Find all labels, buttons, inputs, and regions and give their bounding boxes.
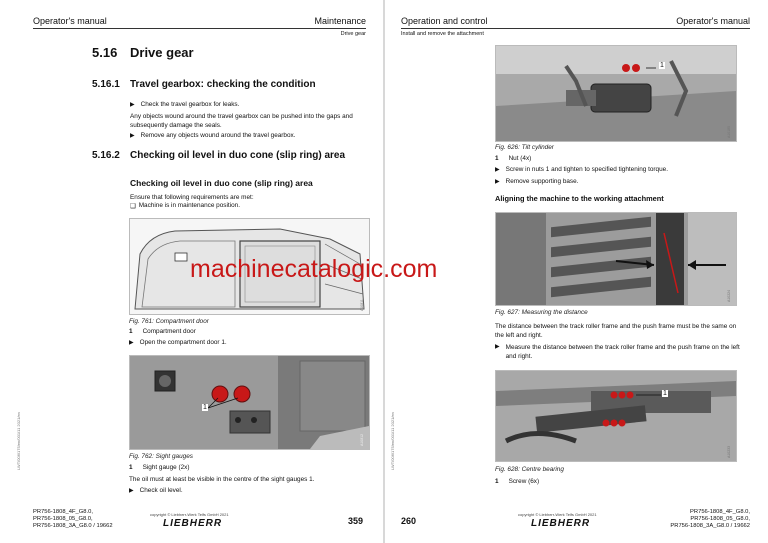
bullet-icon: ▶ (495, 179, 500, 185)
bullet-icon: ▶ (495, 167, 500, 173)
step (495, 178, 578, 185)
figure-caption: Fig. 627: Measuring the distance (495, 309, 588, 316)
bullet-icon: ▶ (495, 344, 500, 350)
figure-code: A10185 (727, 125, 731, 138)
callout-number: 1 (660, 62, 664, 69)
subsection-2-title: Checking oil level in duo cone (slip ring) area (130, 150, 346, 161)
step (495, 166, 668, 173)
legend-number: 1 (129, 328, 133, 335)
requirement-item (130, 202, 240, 210)
legend-item (129, 328, 196, 335)
step (495, 343, 743, 361)
footer-line: PR756-1808_4F_G8.0, (33, 509, 93, 515)
footer-line: PR756-1808_3A_G8.0 / 19662 (33, 523, 113, 529)
step-text: Remove supporting base. (505, 178, 579, 185)
paragraph: Any objects wound around the travel gearbox can be pushed into the gaps and subsequently damage the seals. (130, 113, 353, 129)
figure-measuring-distance (495, 212, 737, 306)
footer-line: PR756-1808_05_G8.0, (33, 516, 93, 522)
requirement-text: Machine is in maintenance position. (138, 202, 240, 209)
subsection-1-title: Travel gearbox: checking the condition (130, 79, 316, 90)
figure-sight-gauges (129, 355, 370, 450)
figure-caption: Fig. 761: Compartment door (129, 318, 209, 325)
centre-bearing-photo (496, 371, 736, 461)
procedure-title: Aligning the machine to the working attachment (495, 194, 664, 203)
legend-text: Compartment door (142, 328, 196, 335)
legend-item (495, 155, 531, 162)
section-title: Drive gear (130, 45, 194, 60)
footer-line: PR756-1808_4F_G8.0, (690, 509, 750, 515)
step-text: Measure the distance between the track roller frame and the push frame on the left and right. (505, 344, 740, 360)
legend-text: Nut (4x) (508, 155, 532, 162)
figure-caption: Fig. 762: Sight gauges (129, 453, 193, 460)
legend-number: 1 (495, 478, 499, 485)
header-rule (33, 28, 366, 29)
footer-doc-codes (33, 509, 113, 530)
step (129, 487, 183, 494)
measuring-distance-photo (496, 213, 736, 305)
procedure-title: Checking oil level in duo cone (slip ring) area (130, 178, 313, 188)
subsection-1-number: 5.16.1 (92, 79, 120, 90)
page-number: 359 (348, 516, 364, 526)
subsection-2-number: 5.16.2 (92, 150, 120, 161)
callout-number: 1 (663, 390, 667, 397)
legend-text: Screw (6x) (508, 478, 540, 485)
step-text: Check oil level. (139, 487, 183, 494)
figure-caption: Fig. 626: Tilt cylinder (495, 144, 554, 151)
header-left: Operation and control (401, 16, 488, 26)
tilt-cylinder-photo (496, 46, 736, 141)
bullet-icon: ▶ (130, 133, 135, 139)
legend-number: 1 (129, 464, 133, 471)
subheader: Drive gear (340, 31, 366, 37)
checkbox-icon: ❑ (130, 203, 136, 210)
watermark: machinecatalogic.com (190, 255, 438, 283)
bullet-icon: ▶ (129, 340, 134, 346)
subheader: Install and remove the attachment (401, 31, 484, 37)
right-page (385, 0, 768, 543)
paragraph: The distance between the track roller frame and the push frame must be the same on the left and right. (495, 323, 737, 339)
figure-caption: Fig. 628: Centre bearing (495, 466, 564, 473)
footer-doc-codes (670, 509, 750, 530)
legend-text: Sight gauge (2x) (142, 464, 190, 471)
liebherr-logo: LIEBHERR (163, 518, 223, 529)
bullet-icon: ▶ (129, 488, 134, 494)
figure-code: A10224 (727, 289, 731, 302)
page-number: 260 (401, 516, 417, 526)
footer-line: PR756-1808_3A_G8.0 / 19662 (670, 523, 750, 529)
footer-line: PR756-1808_05_G8.0, (690, 516, 750, 522)
requirements-intro: Ensure that following requirements are met: (130, 194, 254, 201)
figure-code: A10812 (360, 433, 364, 446)
callout-number: 1 (203, 404, 207, 411)
step-text: Screw in nuts 1 and tighten to specified tightening torque. (505, 166, 668, 173)
legend-number: 1 (495, 155, 499, 162)
step-text: Open the compartment door 1. (139, 339, 227, 346)
step (130, 101, 239, 108)
header-rule (401, 28, 750, 29)
sight-gauges-photo (130, 356, 369, 449)
copyright: copyright © Liebherr-Werk Telfs GmbH 2021 (518, 512, 597, 517)
figure-code: A10233 (727, 445, 731, 458)
legend-item (495, 478, 539, 485)
header-left: Operator's manual (33, 16, 107, 26)
step-text: Remove any objects wound around the travel gearbox. (140, 132, 296, 139)
side-code: LWT/006/175/en/001/11 2021/en (16, 412, 21, 470)
figure-tilt-cylinder (495, 45, 737, 142)
paragraph: The oil must at least be visible in the centre of the sight gauges 1. (129, 476, 315, 483)
section-number: 5.16 (92, 45, 118, 60)
step (130, 132, 296, 139)
step-text: Check the travel gearbox for leaks. (140, 101, 240, 108)
liebherr-logo: LIEBHERR (531, 518, 591, 529)
bullet-icon: ▶ (130, 102, 135, 108)
header-right: Operator's manual (676, 16, 750, 26)
figure-code: A10811 (360, 299, 364, 311)
copyright: copyright © Liebherr-Werk Telfs GmbH 2021 (150, 512, 229, 517)
header-right: Maintenance (314, 16, 366, 26)
figure-centre-bearing (495, 370, 737, 462)
legend-item (129, 464, 189, 471)
side-code: LWT/006/175/en/001/11 2021/en (390, 412, 395, 470)
step (129, 339, 227, 346)
